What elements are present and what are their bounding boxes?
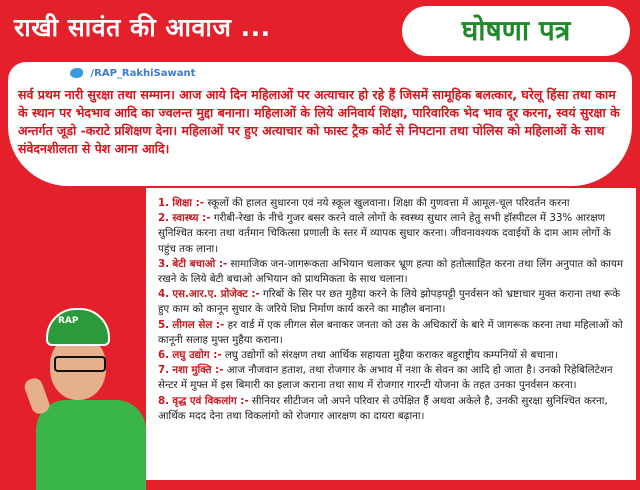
manifesto-points-panel	[146, 188, 636, 480]
point-7: 7. नशा मुक्ति :- आज नौजवान हताश, तथा रोजगार के अभाव में नशा के सेवन का आदि हो जाता है। उनको रिहेबिलिटेशन सेन्टर में मुफ्त में इस बिमारी का इलाज कराना तथा साथ में रोजगार गारन्टी योजना के तहत उनका पुनर्वसन करना।	[158, 364, 613, 392]
glasses-icon	[54, 356, 106, 372]
intro-paragraph: सर्व प्रथम नारी सुरक्षा तथा सम्मान। आज आये दिन महिलाओं पर अत्याचार हो रहे हैं जिसमें सामूहिक बलत्कार, घरेलू हिंसा तथा काम के स्थान पर भेदभाव आदि का ज्वलन्त मुद्दा बनाना। महिलाओं के लिये अनिवार्य शिक्षा, पारिवारिक भेद भाव दूर करना, स्वयं सुरक्षा के अन्तर्गत जूडो -कराटे प्रशिक्षण देना। महिलाओं पर हुए अत्याचार को फास्ट ट्रैक कोर्ट से निपटाना तथा पोलिस को महिलाओं के साथ संवेदनशीलता से पेश आना आदि।	[18, 87, 620, 156]
points-list	[154, 196, 634, 424]
party-cap	[46, 308, 110, 346]
point-2: 2. स्वास्थ्य :- गरीबी-रेखा के नीचे गुजर बसर करने वाले लोगों के स्वस्थ्य सुधार लाने हेतु सभी हॉस्पीटल में 33% आरक्षण सुनिश्चित करना तथा वर्तमान चिकित्सा प्रणाली के स्तर में व्यापक सुधार करना। जीवनावश्यक दवाईयों के दाम आम लोगों के पहुंच तक लाना।	[158, 212, 611, 255]
manifesto-badge: घोषणा पत्र	[402, 6, 630, 56]
point-8: 8. वृद्ध एवं विकलांग :- सीनियर सीटीजन जो अपने परिवार से उपेक्षित हैं अथवा अकेले है, उनकी सुरक्षा सुनिश्चित करना, आर्थिक मदद देना तथा विकलांगो को रोजगार आरक्षण का दायरा बढ़ाना।	[158, 394, 608, 422]
twitter-bird-icon	[70, 68, 83, 78]
candidate-photo	[6, 300, 156, 480]
twitter-handle-text: /RAP_RakhiSawant	[90, 68, 196, 79]
twitter-handle	[70, 68, 195, 79]
point-5: 5. लीगल सेल :- हर वार्ड में एक लीगल सेल बनाकर जनता को उस के अधिकारों के बारे में जागरूक करना तथा महिलाओं को कानूनी सलाह मुफ्त मुहैया कराना।	[158, 318, 623, 346]
point-4: 4. एस.आर.ए. प्रोजेक्ट :- गरिबों के सिर पर छत मुहैया करने के लिये झोपड़पट्टी पुनर्वसन को भ्रष्टाचार मुक्त कराना तथा रूके हुए काम को कानून सुधार के जरिये शिघ्र निर्माण कार्य करने का माहौल बनाना।	[158, 288, 621, 316]
intro-box	[8, 62, 632, 186]
poster-title: राखी सावंत की आवाज ...	[14, 13, 271, 42]
green-shirt	[36, 400, 146, 490]
pointing-hand	[22, 376, 51, 416]
point-6: 6. लघु उद्योग :- लघु उद्योगों को संरक्षण तथा आर्थिक सहायता मुहैया कराकर बहुराष्ट्रीय कम्पनियों से बचाना।	[158, 349, 558, 362]
cap-text: RAP	[58, 316, 79, 326]
point-3: 3. बेटी बचाओ :- सामाजिक जन-जागरूकता अभियान चलाकर भ्रूण हत्या को हतोत्साहित करना तथा लिंग अनुपात को कायम रखने के लिये बेटी बचाओ अभियान को प्राथमिकता के साथ चलाना।	[158, 257, 624, 286]
point-1: 1. शिक्षा :- स्कूलों की हालत सुधारना एवं नये स्कूल खुलवाना। शिक्षा की गुणवत्ता में आमूल-चूल परिवर्तन करना	[158, 197, 570, 209]
